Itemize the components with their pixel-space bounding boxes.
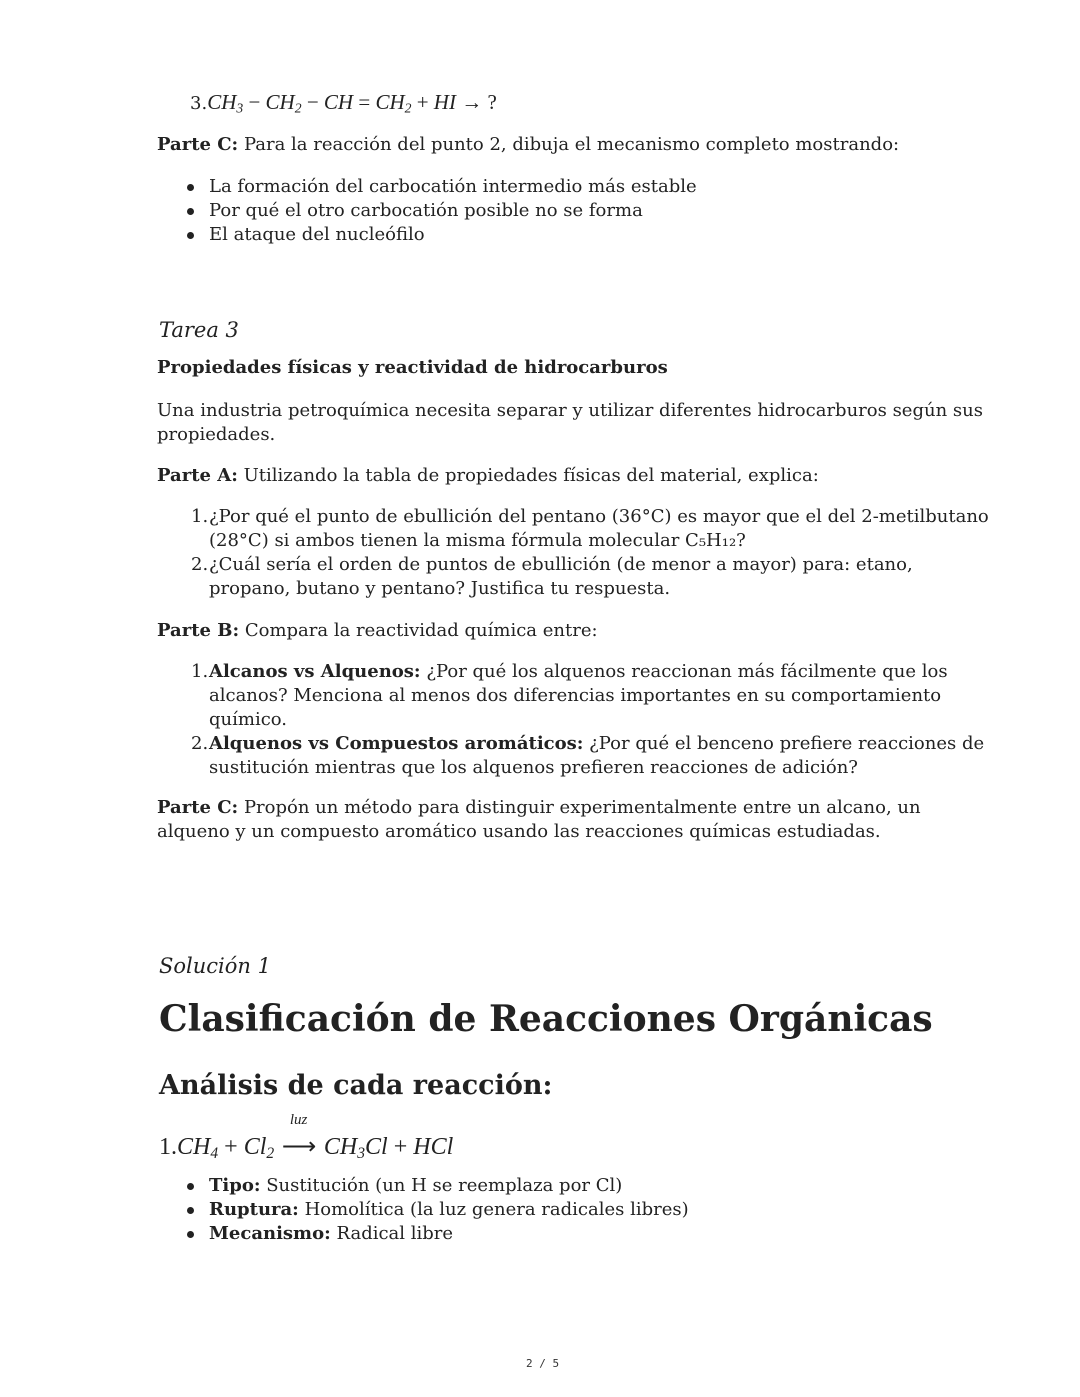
parte-c-label: Parte C:: [157, 134, 239, 155]
tarea-3-subtitle: Propiedades físicas y reactividad de hidrocarburos: [157, 357, 668, 378]
question-a2-line-1: ¿Cuál sería el orden de puntos de ebullición (de menor a mayor) para: etano,: [209, 554, 913, 575]
classification-bullet-ruptura: [209, 1198, 689, 1222]
reaction-arrow: luz ⟶: [281, 1112, 317, 1160]
parte-c-3-label: Parte C:: [157, 797, 239, 818]
bullet-dot: [187, 1231, 194, 1238]
mechanism-bullet-1: La formación del carbocatión intermedio más estable: [209, 176, 697, 197]
reaction-item-3: [190, 90, 497, 116]
parte-c-paragraph: [157, 133, 899, 157]
solucion-1-subheading: Análisis de cada reacción:: [159, 1070, 553, 1101]
mechanism-bullet-3: El ataque del nucleófilo: [209, 224, 425, 245]
item-number: 3.: [190, 93, 208, 114]
bullet-dot: [187, 1183, 194, 1190]
parte-c-3-line-1: [157, 796, 921, 820]
question-a1-number: 1.: [191, 506, 209, 527]
bullet-text: Homolítica (la luz genera radicales libres): [304, 1199, 689, 1220]
question-b1-line-2: alcanos? Menciona al menos dos diferencias importantes en su comportamiento: [209, 685, 942, 706]
parte-c-3-text: Propón un método para distinguir experimentalmente entre un alcano, un: [243, 797, 921, 818]
parte-c-3-line-2: alqueno y un compuesto aromático usando las reacciones químicas estudiadas.: [157, 821, 881, 842]
question-b2-line-1: [209, 732, 984, 756]
bullet-dot: [187, 184, 194, 191]
question-b2-text: ¿Por qué el benceno prefiere reacciones de: [589, 733, 985, 754]
parte-a-paragraph: [157, 464, 819, 488]
solucion-1-title: Solución 1: [159, 954, 271, 978]
question-b2-number: 2.: [191, 733, 209, 754]
question-b1-text: ¿Por qué los alquenos reaccionan más fácilmente que los: [426, 661, 948, 682]
reaction-1: [159, 1112, 454, 1162]
parte-b-text: Compara la reactividad química entre:: [244, 620, 598, 641]
page-number: 2 / 5: [526, 1357, 560, 1370]
question-b1-line-3: químico.: [209, 709, 288, 730]
solucion-1-heading: Clasificación de Reacciones Orgánicas: [159, 998, 933, 1040]
question-b1-bold: Alcanos vs Alquenos:: [209, 661, 421, 682]
mechanism-bullet-2: Por qué el otro carbocatión posible no se forma: [209, 200, 643, 221]
arrow-label: luz: [289, 1112, 308, 1128]
bullet-dot: [187, 1207, 194, 1214]
bullet-text: Sustitución (un H se reemplaza por Cl): [266, 1175, 623, 1196]
question-b2-line-2: sustitución mientras que los alquenos prefieren reacciones de adición?: [209, 757, 858, 778]
question-b2-bold: Alquenos vs Compuestos aromáticos:: [209, 733, 584, 754]
reaction-1-rhs: $CH_3Cl$ + HCl: [323, 1134, 454, 1162]
parte-a-label: Parte A:: [157, 465, 238, 486]
bullet-dot: [187, 208, 194, 215]
question-a2-line-2: propano, butano y pentano? Justifica tu respuesta.: [209, 578, 671, 599]
bullet-text: Radical libre: [336, 1223, 454, 1244]
parte-b-paragraph: [157, 619, 598, 643]
tarea-3-intro-line-1: Una industria petroquímica necesita separar y utilizar diferentes hidrocarburos según sus: [157, 400, 983, 421]
parte-c-text: Para la reacción del punto 2, dibuja el mecanismo completo mostrando:: [243, 134, 900, 155]
classification-bullet-mecanismo: [209, 1222, 453, 1246]
reaction-1-number: 1.: [159, 1134, 177, 1160]
question-a1-line-2: (28°C) si ambos tienen la misma fórmula molecular C₅H₁₂?: [209, 530, 746, 551]
tarea-3-title: Tarea 3: [159, 318, 239, 342]
bullet-label: Ruptura:: [209, 1199, 299, 1220]
bullet-label: Mecanismo:: [209, 1223, 331, 1244]
reaction-formula: $CH_3 - CH_2$ − CH = $CH_2$ + HI → ?: [207, 90, 497, 116]
parte-b-label: Parte B:: [157, 620, 240, 641]
bullet-dot: [187, 232, 194, 239]
reaction-1-lhs: $CH_4 + Cl_2$: [177, 1134, 275, 1162]
tarea-3-intro-line-2: propiedades.: [157, 424, 276, 445]
bullet-label: Tipo:: [209, 1175, 261, 1196]
question-a1-line-1: ¿Por qué el punto de ebullición del pentano (36°C) es mayor que el del 2-metilbutano: [209, 506, 989, 527]
question-b1-number: 1.: [191, 661, 209, 682]
classification-bullet-tipo: [209, 1174, 622, 1198]
question-a2-number: 2.: [191, 554, 209, 575]
parte-a-text: Utilizando la tabla de propiedades físicas del material, explica:: [243, 465, 819, 486]
question-b1-line-1: [209, 660, 948, 684]
